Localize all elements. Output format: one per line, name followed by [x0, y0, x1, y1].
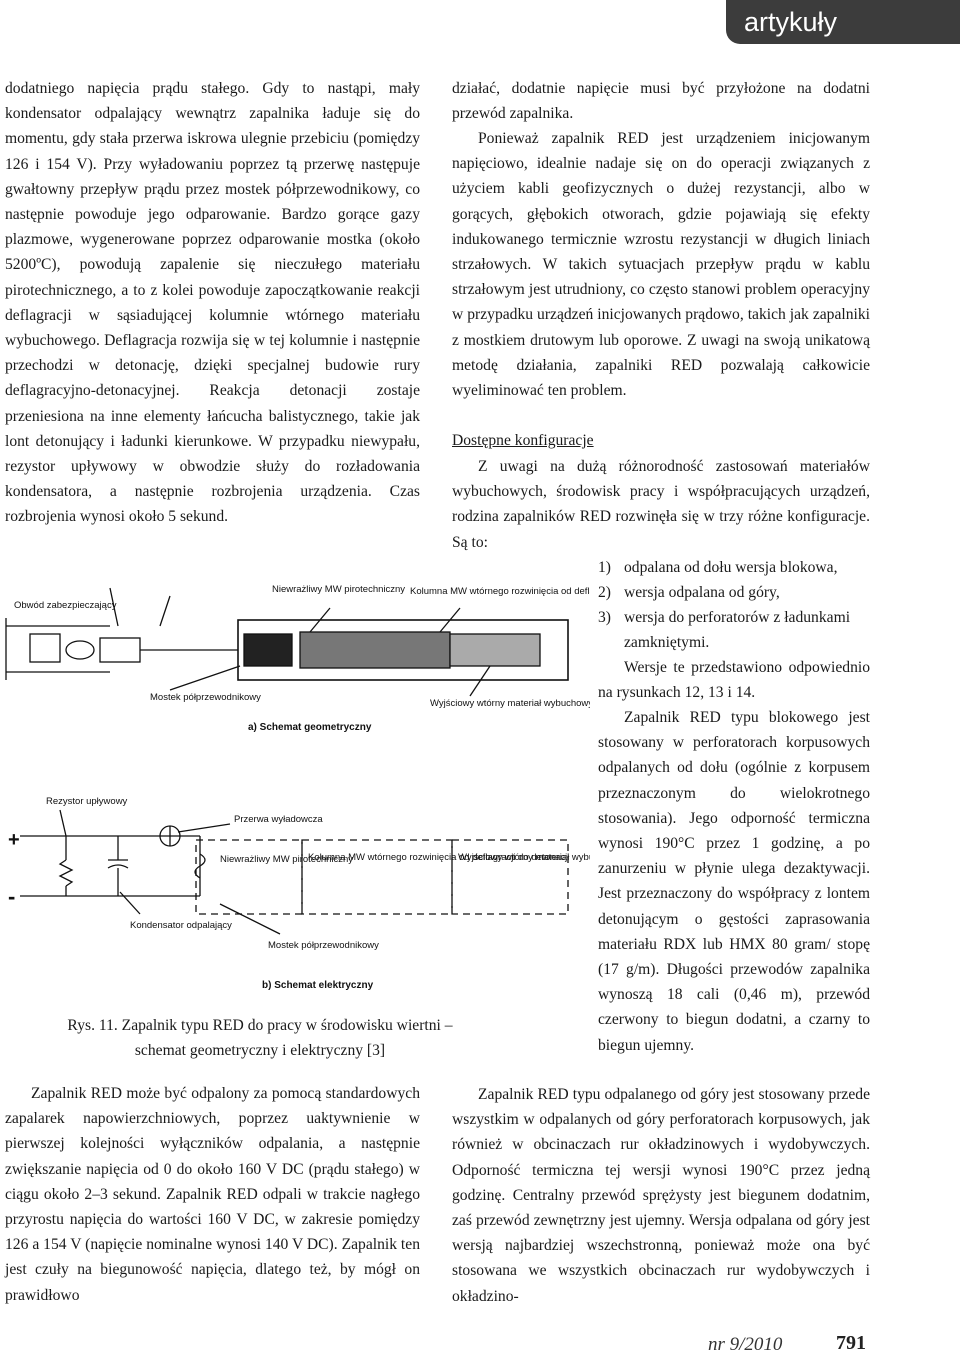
label-wyjsciowy: Wyjściowy wtórny materiał wybuchowy	[430, 698, 590, 709]
electrical-schematic	[20, 810, 568, 934]
right-paragraph-3: Z uwagi na dużą różnorodność zastosowań materiałów wybuchowych, środowisk pracy i współpracujących urządzeń, rodzina zapalników RED rozwinęła się w trzy różne konfiguracje. Są to:	[452, 458, 870, 551]
issue-number: nr 9/2010	[708, 1334, 783, 1355]
label-niewrazliwy: Niewrażliwy MW pirotechniczny	[272, 584, 406, 595]
list-text: wersja do perforatorów z ładunkami zamkniętymi.	[624, 609, 851, 651]
list-number: 1)	[598, 559, 611, 576]
list-item	[598, 605, 870, 655]
list-number: 3)	[598, 609, 611, 626]
label-przerwa: Przerwa wyładowcza	[234, 814, 323, 825]
label-schemat-b: b) Schemat elektryczny	[262, 980, 374, 991]
configuration-list	[598, 555, 870, 655]
section-heading: Dostępne konfiguracje	[452, 432, 594, 449]
label-kolumna-b: Kolumna MW wtórnego rozwinięcia od deflagracji do detonacji	[308, 852, 570, 863]
list-item	[598, 555, 870, 580]
label-rezystor: Rezystor upływowy	[46, 796, 128, 807]
label-mostek: Mostek półprzewodnikowy	[150, 692, 261, 703]
list-item	[598, 580, 870, 605]
label-niewrazliwy-2: Niewrażliwy MW pirotechniczny	[220, 854, 354, 865]
right-paragraph-6: Zapalnik RED typu odpalanego od góry jest stosowany przede wszystkim w odpalanych od góry perforatorach korpusowych, jak również w obcinaczach rur okładzinowych i wydobywczych. Odporność termiczna tej wersji wynosi 190°C przez jedną godzinę. Centralny przewód sprężysty jest biegunem dodatnim, zaś przewód zewnętrzny jest ujemny. Wersja odpalana od góry jest wersją najbardziej wszechstronną, ponieważ może ona być stosowana we wszystkich obcinaczach rur wydobywczych i okładzino-	[452, 1086, 870, 1305]
right-paragraph-4: Wersje te przedstawiono odpowiednio na rysunkach 12, 13 i 14.	[598, 659, 870, 702]
label-wyjsciowy-2: Wyjściowy wtórny materiał wyb	[458, 852, 589, 863]
page-number: 791	[836, 1332, 866, 1354]
figure-schematic	[0, 578, 590, 998]
label-schemat-a: a) Schemat geometryczny	[248, 722, 372, 733]
list-number: 2)	[598, 584, 611, 601]
right-paragraph-2: Ponieważ zapalnik RED jest urządzeniem inicjowanym napięciowo, idealnie nadaje się on do operacji związanych z użyciem kabli geofizycznych o dużej rezystancji, albo w gorących, głębokich otworach, gdzie pojawiają się efekty indukowanego termicznie wzrostu rezystancji w długich liniach strzałowych. W takich sytuacjach przepływ prądu w kablu strzałowym jest utrudniony, co często stanowi problem operacyjny w przypadku urządzeń inicjowanych prądowo, takich jak zapalniki z mostkiem drutowym lub oporowe. Z uwagi na swoją unikatową metodę działania, zapalniki RED pozwalają całkowicie wyeliminować ten problem.	[452, 130, 870, 400]
label-kolumna-top: Kolumna MW wtórnego rozwinięcia od defl	[410, 586, 590, 597]
figure-11	[0, 578, 590, 998]
label-kondensator: Kondensator odpalający	[130, 920, 232, 931]
right-paragraph-1: działać, dodatnie napięcie musi być przyłożone na dodatni przewód zapalnika.	[452, 80, 870, 123]
figure-caption: Rys. 11. Zapalnik typu RED do pracy w środowisku wiertni – schemat geometryczny i elektryczny [3]	[67, 1017, 453, 1059]
right-paragraph-5: Zapalnik RED typu blokowego jest stosowany w perforatorach korpusowych odpalanych od dołu (ogólnie z korpusem przeznaczonym do wielokrotnego stosowania). Jego odporność termiczna wynosi 190°C przez 1 godzinę, a po zanurzeniu w płynie ulega dezaktywacji. Jest przeznaczony do współpracy z lontem detonującym o gęstości zaprasowania materiału RDX lub HMX 80 gram/ stopę (17 g/m). Długości przewodów zapalnika wynoszą 18 cali (0,46 m), przewód czerwony to biegun dodatni, a czarny to biegun ujemny.	[598, 709, 870, 1054]
left-paragraph-1: dodatniego napięcia prądu stałego. Gdy to nastąpi, mały kondensator odpalający wewnątrz zapalnika ładuje się do momentu, gdy stała przerwa iskrowa ulegnie przebiciu (pomiędzy 126 i 154 V). Przy wyładowaniu poprzez tą przerwę następuje gwałtowny przepływ prądu przez mostek półprzewodnikowy, co następnie powoduje jego odparowanie. Bardzo gorące gazy plazmowe, wygenerowane poprzez odparowanie mostka (około 5200ºC), powodują zapalenie się nieczułego materiału pirotechnicznego, a to z kolei powoduje zapoczątkowanie reakcji deflagracji w sąsiadującej kolumnie wtórnego materiału wybuchowego. Deflagracja rozwija się w tej kolumnie i następnie przechodzi w detonację, dzięki specjalnej budowie rury deflagracyjno-detonacyjnej. Reakcja detonacji zostaje przeniesiona na inne elementy łańcucha balistycznego, takie jak lont detonujący i ładunki kierunkowe. W przypadku niewypału, rezystor upływowy w obwodzie służy do rozładowania kondensatora, a następnie rozbrojenia urządzenia. Czas rozbrojenia wynosi około 5 sekund.	[5, 80, 420, 526]
section-tab: artykuły	[726, 0, 960, 44]
list-text: wersja odpalana od góry,	[624, 584, 780, 601]
list-text: odpalana od dołu wersja blokowa,	[624, 559, 838, 576]
label-minus: -	[8, 884, 16, 909]
label-mostek-2: Mostek półprzewodnikowy	[268, 940, 379, 951]
left-paragraph-2: Zapalnik RED może być odpalony za pomocą standardowych zapalarek napowierzchniowych, poprzez uaktywnienie w pierwszej kolejności wyłączników odpalania, a następnie zwiększanie napięcia od 0 do około 160 V DC (prądu stałego) w ciągu około 2–3 sekund. Zapalnik RED odpali w trakcie nagłego przyrostu napięcia do wartości 160 V DC, w zakresie pomiędzy 126 a 154 V (napięcie nominalne wynosi 140 V DC). Zapalnik ten jest czuły na biegunowość napięcia, dlatego też, by mógł on prawidłowo	[5, 1085, 420, 1304]
label-obwod: Obwód zabezpieczający	[14, 600, 117, 611]
label-plus: +	[8, 829, 20, 851]
